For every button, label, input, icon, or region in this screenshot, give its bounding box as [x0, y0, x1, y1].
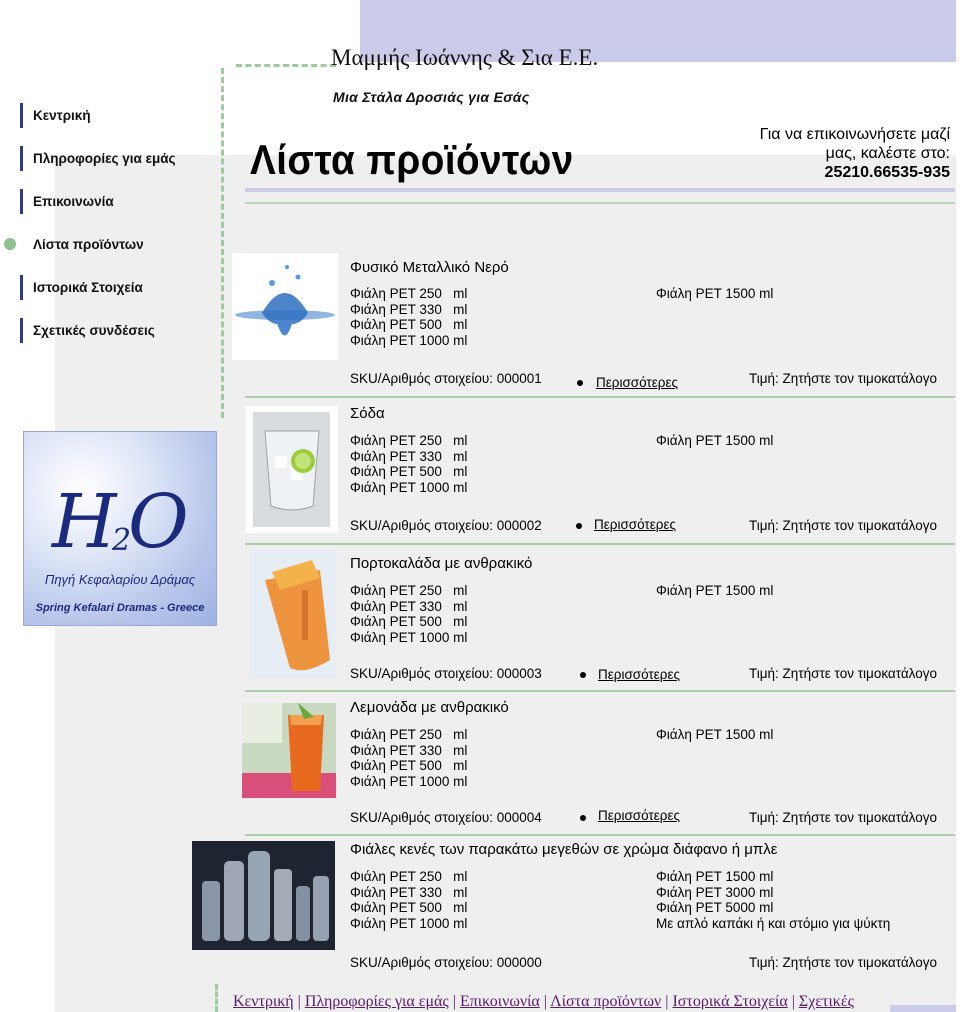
size-item: Φιάλη PET 1000 ml	[350, 629, 468, 645]
product-sizes-secondary	[656, 727, 773, 743]
product-sku: SKU/Αριθμός στοιχείου: 000001	[350, 371, 542, 386]
logo-caption-english: Spring Kefalari Dramas - Greece	[35, 602, 205, 614]
footer-separator: |	[661, 993, 673, 1010]
size-item: Φιάλη PET 500 ml	[350, 317, 468, 333]
size-item: Φιάλη PET 250 ml	[350, 286, 468, 301]
size-item: Φιάλη PET 500 ml	[350, 758, 468, 774]
footer-separator: |	[448, 993, 460, 1010]
logo-caption-greek: Πηγή Κεφαλαρίου Δράμας	[44, 572, 196, 587]
h2o-logo-graphic	[24, 432, 216, 625]
product-name: Φιάλες κενές των παρακάτω μεγεθών σε χρώμα διάφανο ή μπλε	[350, 841, 778, 858]
footer-separator: |	[539, 993, 551, 1010]
size-item: Φιάλη PET 1500 ml	[656, 286, 774, 301]
size-item: Φιάλη PET 1000 ml	[350, 332, 468, 348]
product-price: Τιμή: Ζητήστε τον τιμοκατάλογο	[749, 810, 937, 825]
footer-link-history[interactable]: Ιστορικά Στοιχεία	[672, 993, 788, 1010]
size-item: Φιάλη PET 500 ml	[350, 900, 468, 916]
footer-link-links[interactable]: Σχετικές	[798, 993, 854, 1010]
size-item: Φιάλη PET 250 ml	[350, 433, 468, 448]
product-sizes-secondary	[656, 583, 773, 599]
sidebar-dashed-divider	[221, 68, 224, 418]
product-divider	[245, 396, 955, 398]
company-slogan: Μια Στάλα Δροσιάς για Εσάς	[333, 89, 530, 105]
svg-text:2: 2	[112, 523, 132, 558]
size-item: Φιάλη PET 250 ml	[350, 583, 468, 598]
footer-accent-bar	[890, 1005, 956, 1012]
bullet-icon	[577, 380, 583, 386]
more-link[interactable]: Περισσότερες	[598, 808, 680, 823]
footer-nav	[233, 993, 854, 1011]
product-price: Τιμή: Ζητήστε τον τιμοκατάλογο	[749, 371, 937, 386]
size-item: Φιάλη PET 500 ml	[350, 464, 468, 480]
size-item: Φιάλη PET 330 ml	[350, 301, 468, 317]
footer-separator: |	[293, 993, 305, 1010]
size-item: Φιάλη PET 5000 ml	[656, 900, 774, 916]
product-sizes-secondary	[656, 869, 890, 931]
size-item: Φιάλη PET 330 ml	[350, 448, 468, 464]
size-item: Φιάλη PET 1000 ml	[350, 479, 468, 495]
product-sku: SKU/Αριθμός στοιχείου: 000003	[350, 666, 542, 681]
product-sizes	[350, 286, 467, 348]
product-name: Σόδα	[350, 405, 385, 422]
size-item: Φιάλη PET 250 ml	[350, 869, 468, 884]
header-dashed-divider	[236, 64, 336, 67]
bullet-icon	[576, 523, 582, 529]
product-sizes-secondary	[656, 286, 773, 302]
bullet-icon	[580, 815, 586, 821]
footer-dashed-divider	[215, 984, 218, 1012]
product-price: Τιμή: Ζητήστε τον τιμοκατάλογο	[749, 666, 937, 681]
product-divider	[245, 834, 955, 836]
contact-info	[690, 125, 950, 182]
product-sku: SKU/Αριθμός στοιχείου: 000000	[350, 955, 542, 970]
size-item: Φιάλη PET 500 ml	[350, 614, 468, 630]
title-underline	[245, 188, 955, 192]
product-sizes	[350, 869, 467, 931]
product-name: Πορτοκαλάδα με ανθρακικό	[350, 555, 533, 572]
lemonade-image	[242, 703, 336, 798]
size-item: Φιάλη PET 330 ml	[350, 742, 468, 758]
more-link[interactable]: Περισσότερες	[598, 667, 680, 682]
soda-glass-image	[245, 406, 338, 533]
company-name: Μαμμής Ιωάννης & Σια Ε.Ε.	[331, 45, 599, 70]
footer-link-home[interactable]: Κεντρική	[233, 993, 294, 1010]
product-sizes	[350, 433, 467, 495]
footer-link-contact[interactable]: Επικοινωνία	[459, 993, 540, 1010]
footer-link-products[interactable]: Λίστα προϊόντων	[550, 993, 662, 1010]
water-splash-image	[232, 253, 339, 360]
more-link[interactable]: Περισσότερες	[594, 517, 676, 532]
nav-item-links[interactable]: Σχετικές συνδέσεις	[20, 318, 176, 343]
product-price: Τιμή: Ζητήστε τον τιμοκατάλογο	[749, 955, 937, 970]
size-item: Φιάλη PET 250 ml	[350, 727, 468, 742]
nav-item-about[interactable]: Πληροφορίες για εμάς	[20, 146, 176, 171]
product-price: Τιμή: Ζητήστε τον τιμοκατάλογο	[749, 518, 937, 533]
size-item: Με απλό καπάκι ή και στόμιο για ψύκτη	[656, 915, 891, 931]
page-title: Λίστα προϊόντων	[250, 136, 574, 183]
nav-item-home[interactable]: Κεντρική	[20, 103, 176, 128]
nav-item-history[interactable]: Ιστορικά Στοιχεία	[20, 275, 176, 300]
size-item: Φιάλη PET 1500 ml	[656, 433, 774, 448]
h2o-logo	[23, 431, 217, 626]
product-sizes	[350, 727, 467, 789]
svg-text:H: H	[52, 479, 117, 565]
size-item: Φιάλη PET 330 ml	[350, 884, 468, 900]
product-sizes-secondary	[656, 433, 773, 449]
footer-separator: |	[787, 993, 799, 1010]
svg-text:O: O	[128, 479, 189, 565]
size-item: Φιάλη PET 330 ml	[350, 598, 468, 614]
orange-soda-image	[250, 550, 336, 678]
product-sku: SKU/Αριθμός στοιχείου: 000004	[350, 810, 542, 825]
product-sku: SKU/Αριθμός στοιχείου: 000002	[350, 518, 542, 533]
contact-line-2: μας, καλέστε στο:	[825, 145, 950, 162]
size-item: Φιάλη PET 1000 ml	[350, 773, 468, 789]
size-item: Φιάλη PET 3000 ml	[656, 884, 774, 900]
nav-item-contact[interactable]: Επικοινωνία	[20, 189, 176, 214]
product-divider	[245, 543, 955, 545]
nav-item-products[interactable]: Λίστα προϊόντων	[20, 232, 176, 257]
more-link[interactable]: Περισσότερες	[596, 375, 678, 390]
product-name: Φυσικό Μεταλλικό Νερό	[350, 259, 509, 276]
size-item: Φιάλη PET 1500 ml	[656, 727, 774, 742]
size-item: Φιάλη PET 1500 ml	[656, 583, 774, 598]
sidebar-nav	[20, 103, 176, 361]
size-item: Φιάλη PET 1500 ml	[656, 869, 774, 884]
contact-line-1: Για να επικοινωνήσετε μαζί	[759, 126, 950, 143]
product-sizes	[350, 583, 467, 645]
product-divider	[245, 690, 955, 692]
bullet-icon	[580, 672, 586, 678]
title-underline-green	[245, 202, 955, 204]
footer-link-about[interactable]: Πληροφορίες για εμάς	[304, 993, 449, 1010]
size-item: Φιάλη PET 1000 ml	[350, 915, 468, 931]
product-name: Λεμονάδα με ανθρακικό	[350, 699, 509, 716]
empty-bottles-image	[192, 841, 335, 950]
contact-phone: 25210.66535-935	[824, 164, 950, 181]
